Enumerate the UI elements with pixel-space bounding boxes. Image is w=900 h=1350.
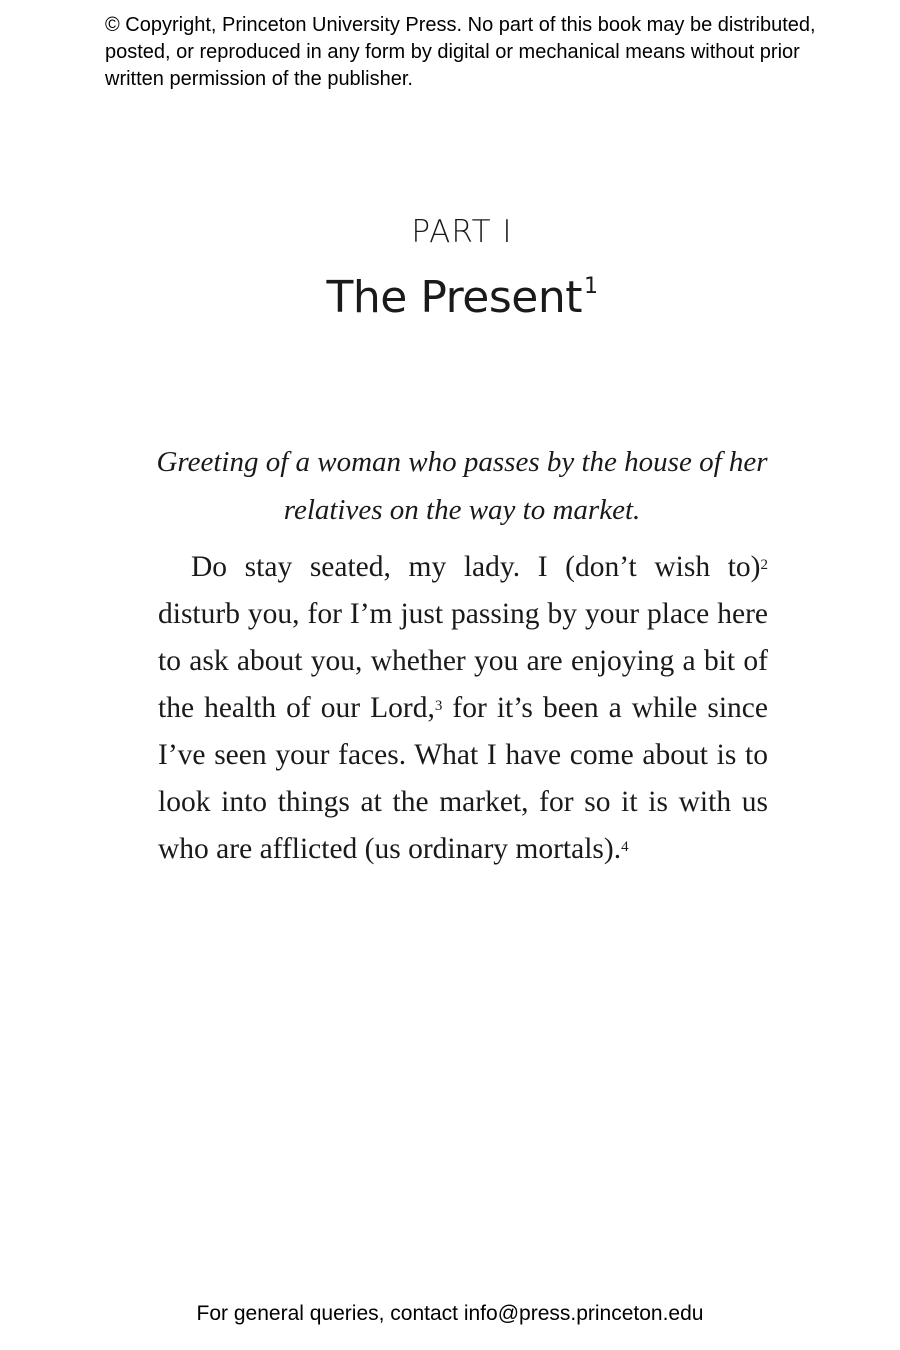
footnote-ref-1[interactable]: 1 — [583, 274, 598, 299]
footnote-ref-3[interactable]: 3 — [434, 698, 443, 714]
epigraph: Greeting of a woman who passes by the house of her relatives on the way to market. — [156, 446, 768, 526]
body-segment-1: Do stay seated, my lady. I (don’t wish to) — [191, 551, 761, 583]
footnote-ref-4[interactable]: 4 — [621, 839, 629, 855]
footer-contact: For general queries, contact info@press.princeton.edu — [196, 1302, 704, 1325]
body-segment-3: for it’s been a while since I’ve seen your faces. What I have come about is to look into things at the market, for so it is with us who are afflicted (us ordinary mortals). — [158, 692, 768, 865]
copyright-notice: © Copyright, Princeton University Press. No part of this book may be distributed, posted, or reproduced in any form by digital or mechanical means without prior written permission of the publisher. — [105, 14, 816, 90]
body-paragraph — [158, 544, 768, 873]
part-label: PART I — [411, 214, 513, 250]
footnote-ref-2[interactable]: 2 — [760, 557, 768, 573]
part-title — [0, 272, 900, 323]
body-segment-2: disturb you, for I’m just passing by your place here to ask about you, whether you are enjoying a bit of the health of our Lord, — [158, 598, 768, 724]
part-title-text: The Present — [326, 272, 582, 323]
